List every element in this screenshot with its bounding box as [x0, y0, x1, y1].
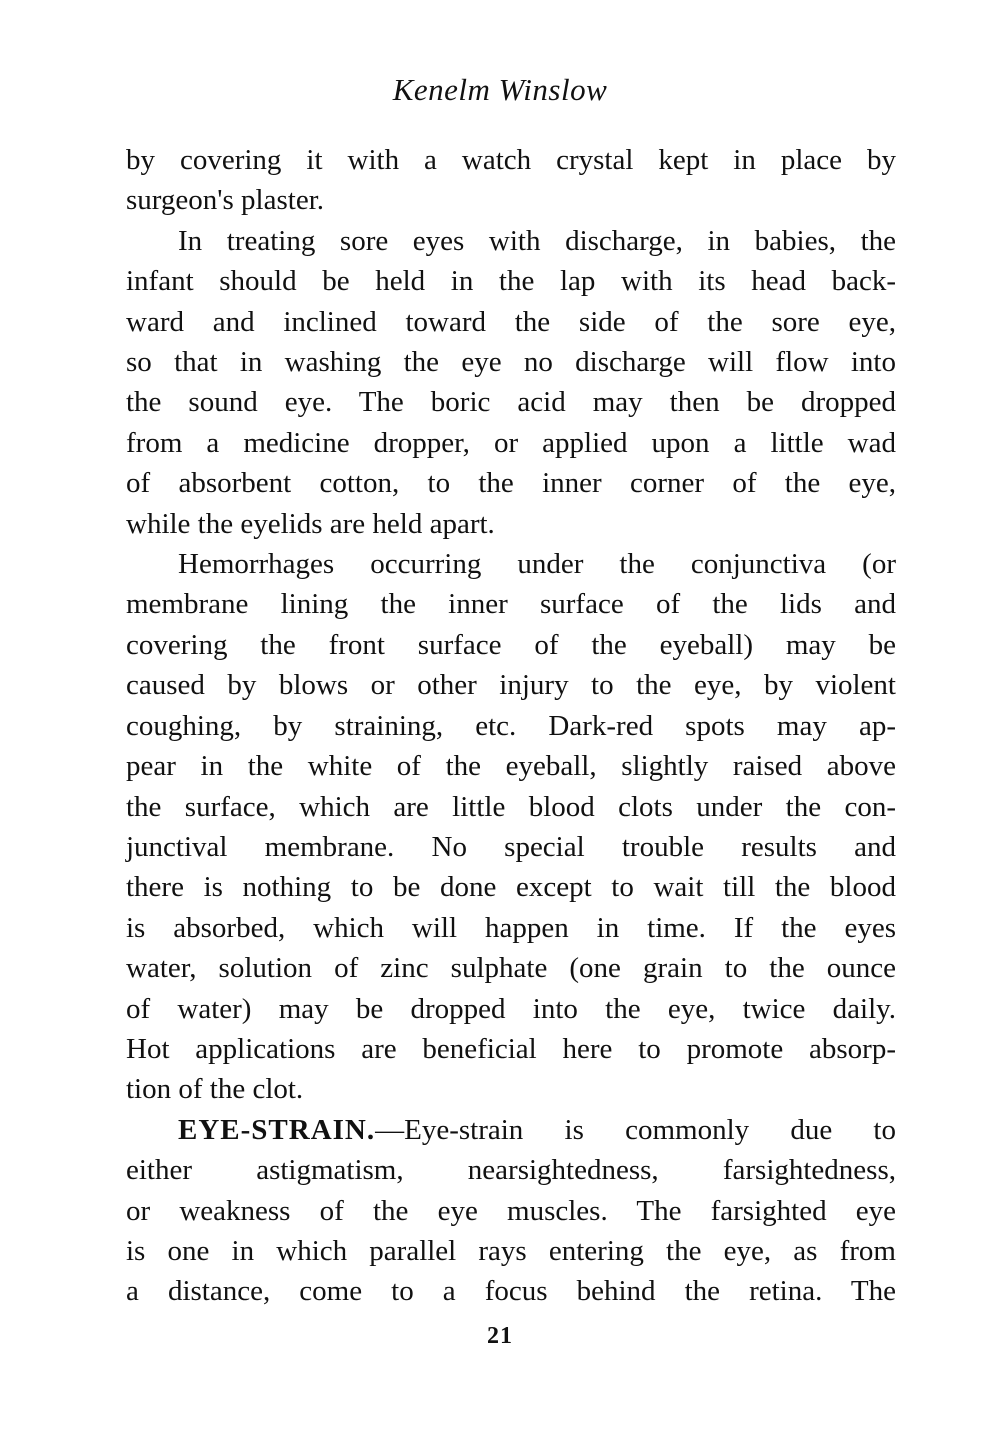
text-line: of absorbent cotton, to the inner corner of the eye, [126, 467, 896, 500]
text-line: of water) may be dropped into the eye, twice daily. [126, 992, 896, 1025]
section-heading: EYE-STRAIN. [178, 1113, 376, 1146]
text-line: there is nothing to be done except to wait till the blood [126, 871, 896, 904]
text-line: is one in which parallel rays entering the eye, as from [126, 1234, 896, 1267]
paragraph-continuation [126, 140, 896, 221]
paragraph-eye-strain [126, 1110, 896, 1312]
page-number: 21 [487, 1323, 513, 1349]
text-line: while the eyelids are held apart. [126, 507, 495, 540]
text-line: from a medicine dropper, or applied upon a little wad [126, 426, 896, 459]
paragraph-sore-eyes [126, 221, 896, 544]
text-line: ward and inclined toward the side of the sore eye, [126, 305, 896, 338]
text-run: —Eye-strain is commonly due to [375, 1113, 896, 1146]
body-text [126, 140, 896, 1312]
text-line: junctival membrane. No special trouble results and [126, 830, 896, 863]
text-line: by covering it with a watch crystal kept in place by [126, 144, 896, 176]
running-head: Kenelm Winslow [392, 72, 608, 107]
text-line: coughing, by straining, etc. Dark-red spots may ap- [126, 709, 896, 742]
text-line: water, solution of zinc sulphate (one grain to the ounce [126, 952, 896, 985]
text-line: Hemorrhages occurring under the conjunctiva (or [178, 548, 896, 581]
text-line: surgeon's plaster. [126, 184, 325, 217]
text-line: a distance, come to a focus behind the retina. The [126, 1275, 896, 1308]
text-line: infant should be held in the lap with its head back- [126, 265, 896, 298]
text-line: or weakness of the eye muscles. The farsighted eye [126, 1194, 896, 1227]
text-line: pear in the white of the eyeball, slightly raised above [126, 750, 896, 783]
text-line: is absorbed, which will happen in time. If the eyes [126, 911, 896, 944]
text-line: the surface, which are little blood clots under the con- [126, 790, 896, 823]
text-line: In treating sore eyes with discharge, in babies, the [178, 224, 896, 257]
text-line: either astigmatism, nearsightedness, farsightedness, [126, 1154, 896, 1187]
text-line: so that in washing the eye no discharge will flow into [126, 346, 896, 379]
text-line: tion of the clot. [126, 1073, 304, 1106]
text-line: the sound eye. The boric acid may then be dropped [126, 386, 896, 419]
text-line-with-heading [126, 1110, 896, 1150]
text-line: caused by blows or other injury to the eye, by violent [126, 669, 896, 702]
text-line: Hot applications are beneficial here to promote absorp- [126, 1032, 896, 1065]
paragraph-hemorrhages [126, 544, 896, 1110]
text-line: membrane lining the inner surface of the lids and [126, 588, 896, 621]
text-line: covering the front surface of the eyeball) may be [126, 628, 896, 661]
